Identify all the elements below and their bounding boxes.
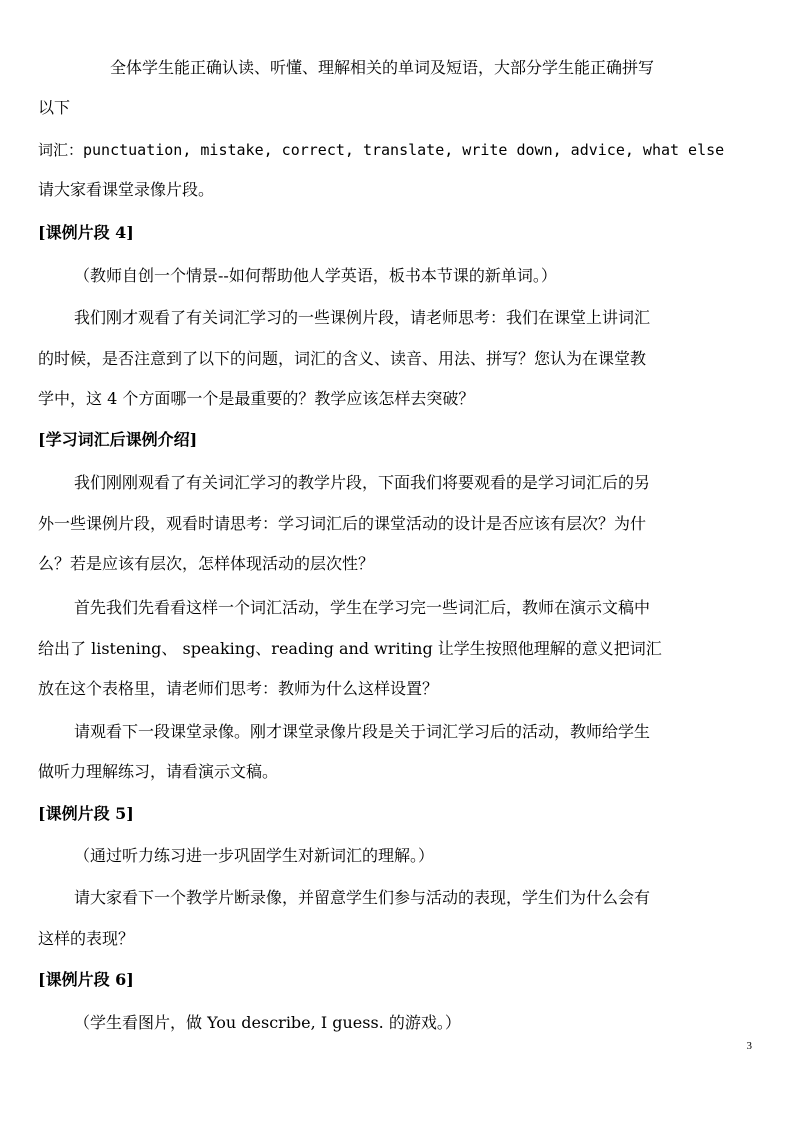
paragraph-line: 请大家看课堂录像片段。	[38, 180, 215, 199]
paragraph-line: 学中，这 4 个方面哪一个是最重要的？教学应该怎样去突破？	[38, 389, 475, 408]
page-number: 3	[746, 1040, 752, 1052]
vocabulary-line: 词汇：punctuation, mistake, correct, translate, write down, advice, what else	[38, 141, 725, 159]
paragraph-line: 这样的表现？	[38, 929, 135, 948]
paragraph-line: 我们刚才观看了有关词汇学习的一些课例片段，请老师思考：我们在课堂上讲词汇	[74, 308, 651, 327]
paragraph-line: （通过听力练习进一步巩固学生对新词汇的理解。）	[74, 846, 435, 865]
paragraph-line: 的时候，是否注意到了以下的问题，词汇的含义、读音、用法、拼写？您认为在课堂教	[38, 349, 647, 368]
paragraph-line: 请观看下一段课堂录像。刚才课堂录像片段是关于词汇学习后的活动，教师给学生	[74, 722, 651, 741]
paragraph-line: 全体学生能正确认读、听懂、理解相关的单词及短语，大部分学生能正确拼写	[110, 58, 655, 77]
paragraph-line: 首先我们先看看这样一个词汇活动，学生在学习完一些词汇后，教师在演示文稿中	[74, 598, 651, 617]
section-heading-4: [课例片段 4]	[38, 223, 134, 242]
paragraph-line: （学生看图片，做 You describe, I guess. 的游戏。）	[74, 1013, 461, 1032]
section-heading-6: [课例片段 6]	[38, 970, 134, 989]
paragraph-line: 我们刚刚观看了有关词汇学习的教学片段，下面我们将要观看的是学习词汇后的另	[74, 473, 651, 492]
paragraph-line: 么？若是应该有层次，怎样体现活动的层次性？	[38, 554, 375, 573]
paragraph-line: 做听力理解练习，请看演示文稿。	[38, 762, 279, 781]
section-heading-5: [课例片段 5]	[38, 804, 134, 823]
paragraph-line: 请大家看下一个教学片断录像，并留意学生们参与活动的表现，学生们为什么会有	[74, 888, 651, 907]
section-heading-after: [学习词汇后课例介绍]	[38, 430, 198, 449]
paragraph-line: 以下	[38, 98, 71, 117]
paragraph-line: 给出了 listening、 speaking、reading and writing 让学生按照他理解的意义把词汇	[38, 639, 662, 658]
paragraph-line: 放在这个表格里，请老师们思考：教师为什么这样设置？	[38, 679, 439, 698]
paragraph-line: （教师自创一个情景--如何帮助他人学英语，板书本节课的新单词。）	[74, 266, 557, 285]
paragraph-line: 外一些课例片段，观看时请思考：学习词汇后的课堂活动的设计是否应该有层次？为什	[38, 514, 647, 533]
